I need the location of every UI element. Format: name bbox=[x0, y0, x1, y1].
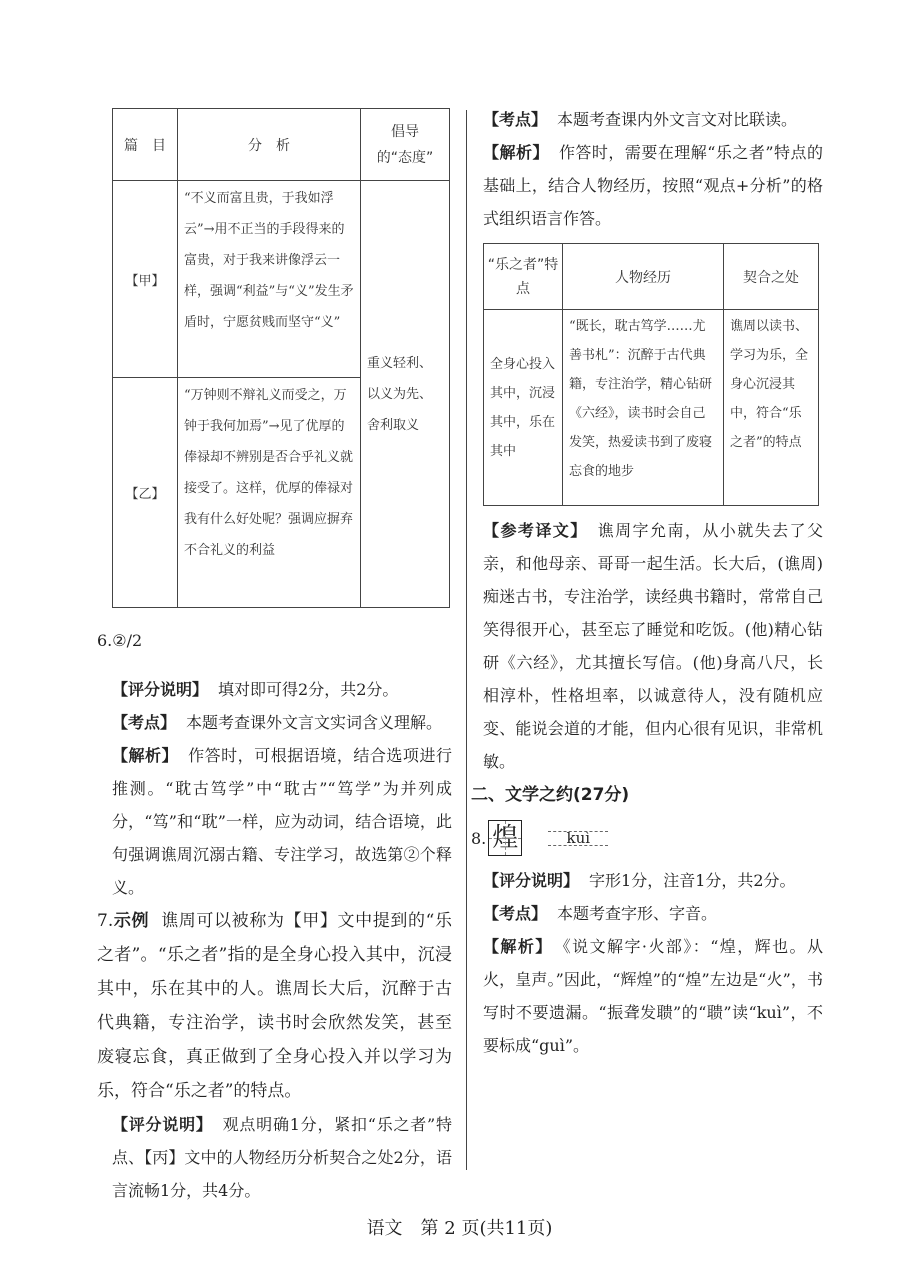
question-8 bbox=[471, 816, 823, 860]
q6-answer: 6.②/2 bbox=[97, 631, 143, 650]
table2-header-experience: 人物经历 bbox=[563, 244, 724, 310]
table2-experience-cell: “既长，耽古笃学……尤善书札”：沉醉于古代典籍，专注治学，精心钻研《六经》，读书时会自己发笑，热爱读书到了废寝忘食的地步 bbox=[563, 310, 724, 506]
right-column bbox=[471, 103, 823, 1062]
q7-analysis: 【解析】 作答时，需要在理解“乐之者”特点的基础上，结合人物经历，按照“观点+分析”的格式组织语言作答。 bbox=[483, 143, 823, 228]
q8-pinyin: kuì bbox=[548, 823, 608, 853]
table2-header-match: 契合之处 bbox=[724, 244, 819, 310]
q6-scoring: 【评分说明】 填对即可得2分，共2分。 bbox=[112, 680, 399, 699]
left-column bbox=[97, 95, 452, 1207]
comparison-table bbox=[483, 243, 819, 506]
table2-header-trait: “乐之者”特点 bbox=[484, 244, 563, 310]
row-analysis-jia: “不义而富且贵，于我如浮云”→用不正当的手段得来的富贵，对于我来讲像浮云一样，强调“利益”与“义”发生矛盾时，宁愿贫贱而坚守“义” bbox=[178, 181, 361, 378]
q8-scoring: 【评分说明】 字形1分，注音1分，共2分。 bbox=[483, 871, 796, 890]
analysis-table bbox=[112, 108, 450, 608]
row-analysis-yi: “万钟则不辩礼义而受之，万钟于我何加焉”→见了优厚的俸禄却不辨别是否合乎礼义就接受了。这样，优厚的俸禄对我有什么好处呢？强调应摒弃不合礼义的利益 bbox=[178, 378, 361, 608]
translation: 【参考译文】 谯周字允南，从小就失去了父亲，和他母亲、哥哥一起生活。长大后，(谯周)痴迷古书，专注治学，读经典书籍时，常常自己笑得很开心，甚至忘了睡觉和吃饭。(他)精心钻研《六经》，尤其擅长写信。(他)身高八尺，长相淳朴，性格坦率，以诚意待人，没有随机应变、能说会道的才能，但内心很有见识，非常机敏。 bbox=[483, 521, 823, 771]
q7-answer: 7.示例 谯周可以被称为【甲】文中提到的“乐之者”。“乐之者”指的是全身心投入其中，沉浸其中，乐在其中的人。谯周长大后，沉醉于古代典籍，专注治学，读书时会欣然发笑，甚至废寝忘食，真正做到了全身心投入并以学习为乐，符合“乐之者”的特点。 bbox=[97, 911, 452, 1101]
q6-analysis: 【解析】 作答时，可根据语境，结合选项进行推测。“耽古笃学”中“耽古”“笃学”为并列成分，“笃”和“耽”一样，应为动词，结合语境，此句强调谯周沉溺古籍、专注学习，故选第②个释义。 bbox=[112, 746, 452, 897]
table-header-attitude: 倡导的“态度” bbox=[361, 109, 450, 181]
q7-point: 【考点】 本题考查课内外文言文对比联读。 bbox=[483, 110, 798, 129]
section-2-title: 二、文学之约(27分) bbox=[471, 785, 630, 805]
q8-number: 8. bbox=[471, 828, 487, 848]
q8-analysis: 【解析】 《说文解字·火部》：“煌，辉也。从火，皇声。”因此，“辉煌”的“煌”左边是“火”，书写时不要遗漏。“振聋发聩”的“聩”读“kuì”，不要标成“guì”。 bbox=[483, 937, 823, 1055]
q8-character-box: 煌 bbox=[488, 820, 522, 856]
row-label-yi: 【乙】 bbox=[113, 378, 178, 608]
q6-point: 【考点】 本题考查课外文言文实词含义理解。 bbox=[112, 713, 443, 732]
question-6 bbox=[97, 624, 452, 657]
row-label-jia: 【甲】 bbox=[113, 181, 178, 378]
table-header-analysis: 分 析 bbox=[178, 109, 361, 181]
table2-trait-cell: 全身心投入其中，沉浸其中，乐在其中 bbox=[484, 310, 563, 506]
table2-match-cell: 谯周以读书、学习为乐，全身心沉浸其中，符合“乐之者”的特点 bbox=[724, 310, 819, 506]
q7-scoring: 【评分说明】 观点明确1分，紧扣“乐之者”特点、【丙】文中的人物经历分析契合之处2分，语言流畅1分，共4分。 bbox=[112, 1115, 452, 1200]
column-divider bbox=[466, 110, 467, 1170]
q8-point: 【考点】 本题考查字形、字音。 bbox=[483, 904, 718, 923]
attitude-cell: 重义轻利、以义为先、舍利取义 bbox=[361, 181, 450, 608]
page-footer: 语文 第 2 页(共11页) bbox=[366, 1218, 553, 1239]
table-header-title: 篇 目 bbox=[113, 109, 178, 181]
